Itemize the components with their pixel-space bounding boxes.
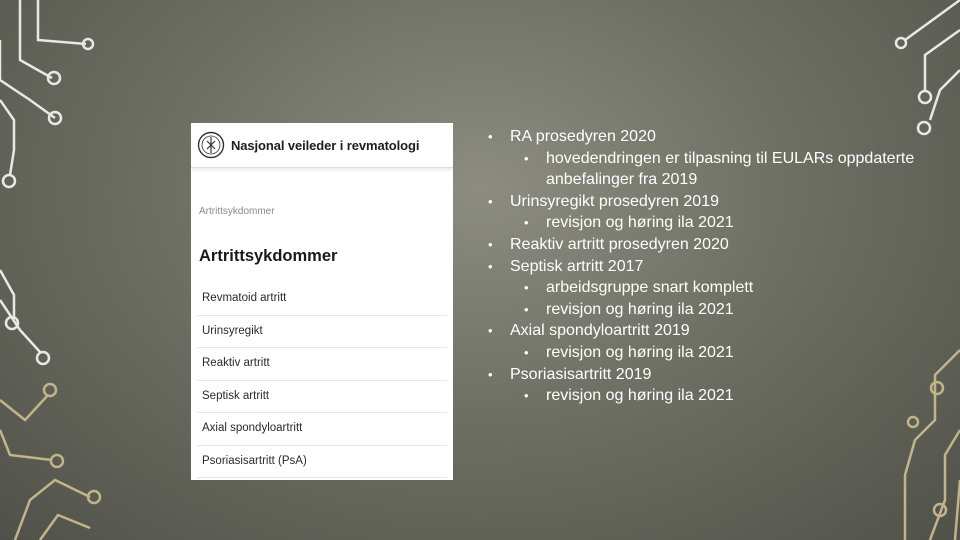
bullet-item: • Urinsyregikt prosedyren 2019 — [488, 191, 928, 213]
sub-bullet-item: • hovedendringen er tilpasning til EULARs oppdaterte anbefalinger fra 2019 — [510, 148, 928, 191]
logo-icon — [197, 131, 225, 159]
page-title: Artrittsykdommer — [199, 247, 338, 265]
website-screenshot — [191, 123, 453, 480]
menu-item-septisk-artritt[interactable]: Septisk artritt — [197, 381, 447, 414]
topic-menu — [197, 283, 447, 478]
menu-item-revmatoid-artritt[interactable]: Revmatoid artritt — [197, 283, 447, 316]
site-title: Nasjonal veileder i revmatologi — [231, 137, 420, 153]
bullet-item: • Septisk artritt 2017 — [488, 256, 928, 278]
bullet-item: • Psoriasisartritt 2019 — [488, 364, 928, 386]
sub-bullet-item: • arbeidsgruppe snart komplett — [510, 277, 928, 299]
site-header — [191, 123, 453, 168]
sub-bullet-item: • revisjon og høring ila 2021 — [510, 342, 928, 364]
menu-item-urinsyregikt[interactable]: Urinsyregikt — [197, 316, 447, 349]
sub-bullet-item: • revisjon og høring ila 2021 — [510, 299, 928, 321]
bullet-item: • RA prosedyren 2020 — [488, 126, 928, 148]
bullet-item: • Reaktiv artritt prosedyren 2020 — [488, 234, 928, 256]
menu-item-axial-spondyloartritt[interactable]: Axial spondyloartritt — [197, 413, 447, 446]
sub-bullet-item: • revisjon og høring ila 2021 — [510, 385, 928, 407]
sub-bullet-item: • revisjon og høring ila 2021 — [510, 212, 928, 234]
menu-item-psoriasisartritt[interactable]: Psoriasisartritt (PsA) — [197, 446, 447, 479]
bullet-item: • Axial spondyloartritt 2019 — [488, 320, 928, 342]
bullet-list — [488, 126, 928, 407]
menu-item-reaktiv-artritt[interactable]: Reaktiv artritt — [197, 348, 447, 381]
breadcrumb[interactable]: Artrittsykdommer — [199, 206, 275, 217]
